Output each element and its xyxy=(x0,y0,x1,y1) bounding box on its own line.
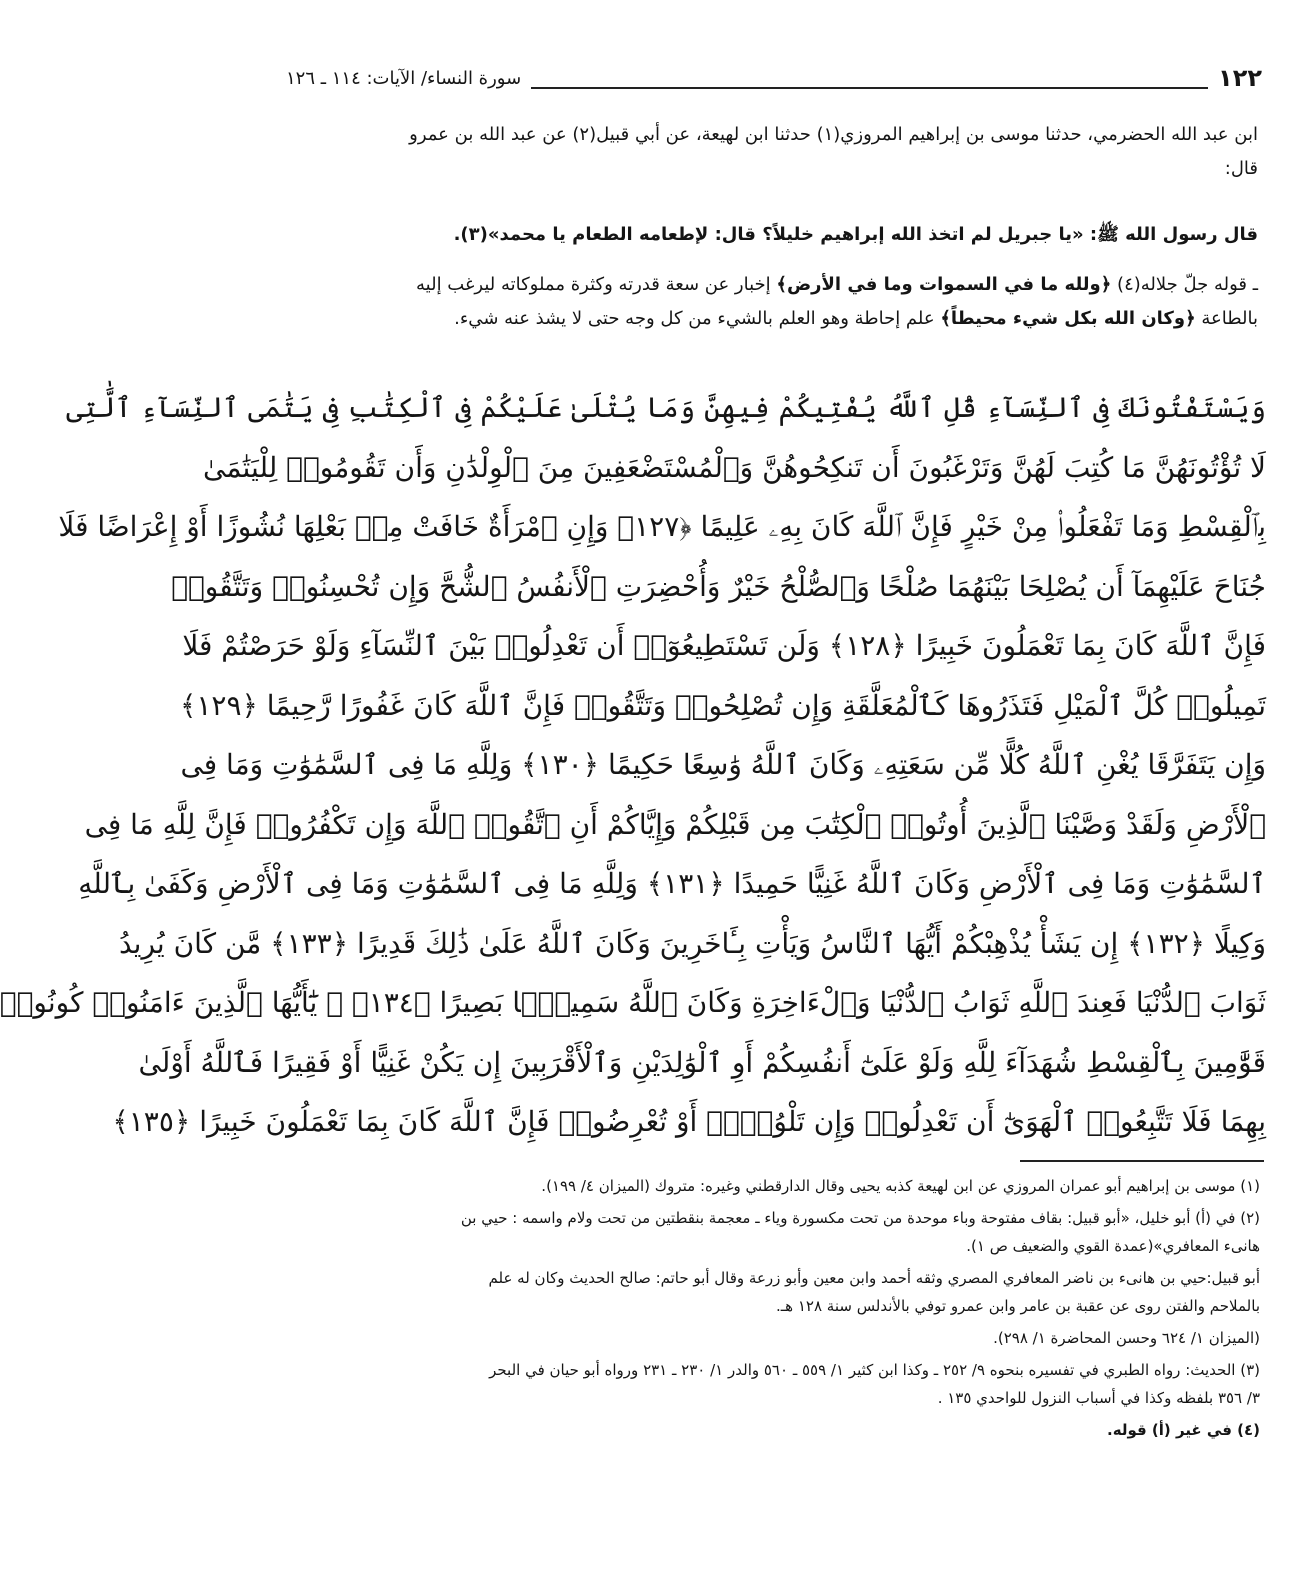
footnote-2-cont: أبو قبيل:حيي بن هانىء بن ناضر المعافري المصري وثقه أحمد وابن معين وأبو زرعة وقال أبو حاتم: صالح الحديث وكان له علم xyxy=(488,1269,1260,1287)
footnote-1: (١) موسى بن إبراهيم أبو عمران المروزي عن ابن لهيعة كذبه يحيى وقال الدارقطني وغيره: متروك (الميزان ٤/ ١٩٩). xyxy=(541,1177,1260,1195)
footnote-2-cont: (الميزان ١/ ٦٢٤ وحسن المحاضرة ١/ ٢٩٨). xyxy=(993,1329,1260,1347)
isnad-paragraph xyxy=(288,118,1258,186)
quran-line: ثَوَابَ ٱلدُّنْيَا فَعِندَ ٱللَّهِ ثَوَابُ ٱلدُّنْيَا وَٱلْءَاخِرَةِ وَكَانَ ٱللَّهُ سَمِيعًۢا بَصِيرًا ﴿١٣٤﴾ ۞ يَٰٓأَيُّهَا ٱلَّذِينَ ءَامَنُوا۟ كُونُوا۟ xyxy=(0,986,1266,1019)
verse-quote: ﴿وكان الله بكل شيء محيطاً﴾ xyxy=(940,308,1196,329)
footnote-3-cont: ٣/ ٣٥٦ بلفظه وكذا في أسباب النزول للواحدي ١٣٥ . xyxy=(937,1389,1260,1407)
quran-line: وَيَسْتَفْتُونَكَ فِى ٱلنِّسَآءِ قُلِ ٱللَّهُ يُفْتِيكُمْ فِيهِنَّ وَمَا يُتْلَىٰ عَلَيْكُمْ فِى ٱلْكِتَٰبِ فِى يَتَٰمَى ٱلنِّسَآءِ ٱلَّٰتِى xyxy=(66,391,1266,424)
hadith-text: قال رسول الله ﷺ: «يا جبريل لم اتخذ الله إبراهيم خليلاً؟ قال: لإطعامه الطعام يا محمد»(٣). xyxy=(453,224,1258,245)
footnotes xyxy=(288,1172,1260,1444)
page-number: ١٢٢ xyxy=(1218,64,1262,92)
quran-line: تَمِيلُوا۟ كُلَّ ٱلْمَيْلِ فَتَذَرُوهَا كَٱلْمُعَلَّقَةِ وَإِن تُصْلِحُوا۟ وَتَتَّقُوا۟ فَإِنَّ ٱللَّهَ كَانَ غَفُورًا رَّحِيمًا ﴿١٢٩﴾ xyxy=(179,688,1266,722)
quran-line: فَإِنَّ ٱللَّهَ كَانَ بِمَا تَعْمَلُونَ خَبِيرًا ﴿١٢٨﴾ وَلَن تَسْتَطِيعُوٓا۟ أَن تَعْدِلُوا۟ بَيْنَ ٱلنِّسَآءِ وَلَوْ حَرَصْتُمْ فَلَا xyxy=(182,629,1266,662)
running-header xyxy=(286,60,1262,96)
quran-line: قَوَّٰمِينَ بِٱلْقِسْطِ شُهَدَآءَ لِلَّهِ وَلَوْ عَلَىٰٓ أَنفُسِكُمْ أَوِ ٱلْوَٰلِدَيْنِ وَٱلْأَقْرَبِينَ إِن يَكُنْ غَنِيًّا أَوْ فَقِيرًا فَٱللَّهُ أَوْلَىٰ xyxy=(138,1045,1266,1079)
running-title: سورة النساء/ الآيات: ١١٤ ـ ١٢٦ xyxy=(286,67,522,89)
quran-line: وَكِيلًا ﴿١٣٢﴾ إِن يَشَأْ يُذْهِبْكُمْ أَيُّهَا ٱلنَّاسُ وَيَأْتِ بِـَٔاخَرِينَ وَكَانَ ٱللَّهُ عَلَىٰ ذَٰلِكَ قَدِيرًا ﴿١٣٣﴾ مَّن كَانَ يُرِيدُ xyxy=(118,926,1266,960)
verse-quote: ﴿ولله ما في السموات وما في الأرض﴾ xyxy=(776,274,1112,295)
tafsir-explanation: علم إحاطة وهو العلم بالشيء من كل وجه حتى لا يشذ عنه شيء. xyxy=(454,308,935,329)
quran-line: ٱلسَّمَٰوَٰتِ وَمَا فِى ٱلْأَرْضِ وَكَانَ ٱللَّهُ غَنِيًّا حَمِيدًا ﴿١٣١﴾ وَلِلَّهِ مَا فِى ٱلسَّمَٰوَٰتِ وَمَا فِى ٱلْأَرْضِ وَكَفَىٰ بِٱللَّهِ xyxy=(78,867,1266,900)
tafsir-intro: ـ قوله جلّ جلاله(٤) xyxy=(1117,274,1258,295)
quran-line: وَإِن يَتَفَرَّقَا يُغْنِ ٱللَّهُ كُلًّا مِّن سَعَتِهِۦ وَكَانَ ٱللَّهُ وَٰسِعًا حَكِيمًا ﴿١٣٠﴾ وَلِلَّهِ مَا فِى ٱلسَّمَٰوَٰتِ وَمَا فِى xyxy=(180,748,1266,781)
footnote-2-cont: بالملاحم والفتن روى عن عقبة بن عامر وابن عمرو توفي بالأندلس سنة ١٢٨ هـ. xyxy=(776,1297,1260,1315)
quran-line: بِهِمَا فَلَا تَتَّبِعُوا۟ ٱلْهَوَىٰٓ أَن تَعْدِلُوا۟ وَإِن تَلْوُۥٓا۟ أَوْ تُعْرِضُوا۟ فَإِنَّ ٱللَّهَ كَانَ بِمَا تَعْمَلُونَ خَبِيرًا ﴿١٣٥﴾ xyxy=(112,1105,1266,1138)
quran-line: بِٱلْقِسْطِ وَمَا تَفْعَلُوا۟ مِنْ خَيْرٍ فَإِنَّ ٱللَّهَ كَانَ بِهِۦ عَلِيمًا ﴿١٢٧﴾ وَإِنِ ٱمْرَأَةٌ خَافَتْ مِنۢ بَعْلِهَا نُشُوزًا أَوْ إِعْرَاضًا فَلَا xyxy=(58,510,1266,543)
footnote-separator xyxy=(1020,1160,1264,1162)
quran-line: جُنَاحَ عَلَيْهِمَآ أَن يُصْلِحَا بَيْنَهُمَا صُلْحًا وَٱلصُّلْحُ خَيْرٌ وَأُحْضِرَتِ ٱلْأَنفُسُ ٱلشُّحَّ وَإِن تُحْسِنُوا۟ وَتَتَّقُوا۟ xyxy=(171,569,1266,603)
tafsir-line xyxy=(288,302,1258,336)
footnote-4: (٤) في غير (أ) قوله. xyxy=(1107,1421,1260,1439)
isnad-line: قال: xyxy=(1224,158,1258,179)
footnote-3: (٣) الحديث: رواه الطبري في تفسيره بنحوه ٩/ ٢٥٢ ـ وكذا ابن كثير ١/ ٥٥٩ ـ ٥٦٠ والدر ١/ ٢٣٠ ـ ٢٣١ ورواه أبو حيان في البحر xyxy=(489,1361,1260,1379)
quran-text-block xyxy=(0,378,1266,1152)
tafsir-explanation: إخبار عن سعة قدرته وكثرة مملوكاته ليرغب إليه xyxy=(416,274,771,295)
footnote-2-cont: هانىء المعافري»(عمدة القوي والضعيف ص ١). xyxy=(966,1237,1260,1255)
quran-line: ٱلْأَرْضِ وَلَقَدْ وَصَّيْنَا ٱلَّذِينَ أُوتُوا۟ ٱلْكِتَٰبَ مِن قَبْلِكُمْ وَإِيَّاكُمْ أَنِ ٱتَّقُوا۟ ٱللَّهَ وَإِن تَكْفُرُوا۟ فَإِنَّ لِلَّهِ مَا فِى xyxy=(84,807,1266,841)
header-rule xyxy=(531,87,1208,89)
tafsir-line xyxy=(288,268,1258,302)
tafsir-intro: بالطاعة xyxy=(1201,308,1258,329)
isnad-line: ابن عبد الله الحضرمي، حدثنا موسى بن إبراهيم المروزي(١) حدثنا ابن لهيعة، عن أبي قبيل(٢) عن عبد الله بن عمرو xyxy=(409,124,1258,145)
footnote-2: (٢) في (أ) أبو خليل، «أبو قبيل: بقاف مفتوحة وباء موحدة من تحت مكسورة وياء ـ معجمة بنقطتين من تحت ولام واسمه : حيي بن xyxy=(460,1209,1260,1227)
quran-line: لَا تُؤْتُونَهُنَّ مَا كُتِبَ لَهُنَّ وَتَرْغَبُونَ أَن تَنكِحُوهُنَّ وَٱلْمُسْتَضْعَفِينَ مِنَ ٱلْوِلْدَٰنِ وَأَن تَقُومُوا۟ لِلْيَتَٰمَىٰ xyxy=(203,450,1266,484)
